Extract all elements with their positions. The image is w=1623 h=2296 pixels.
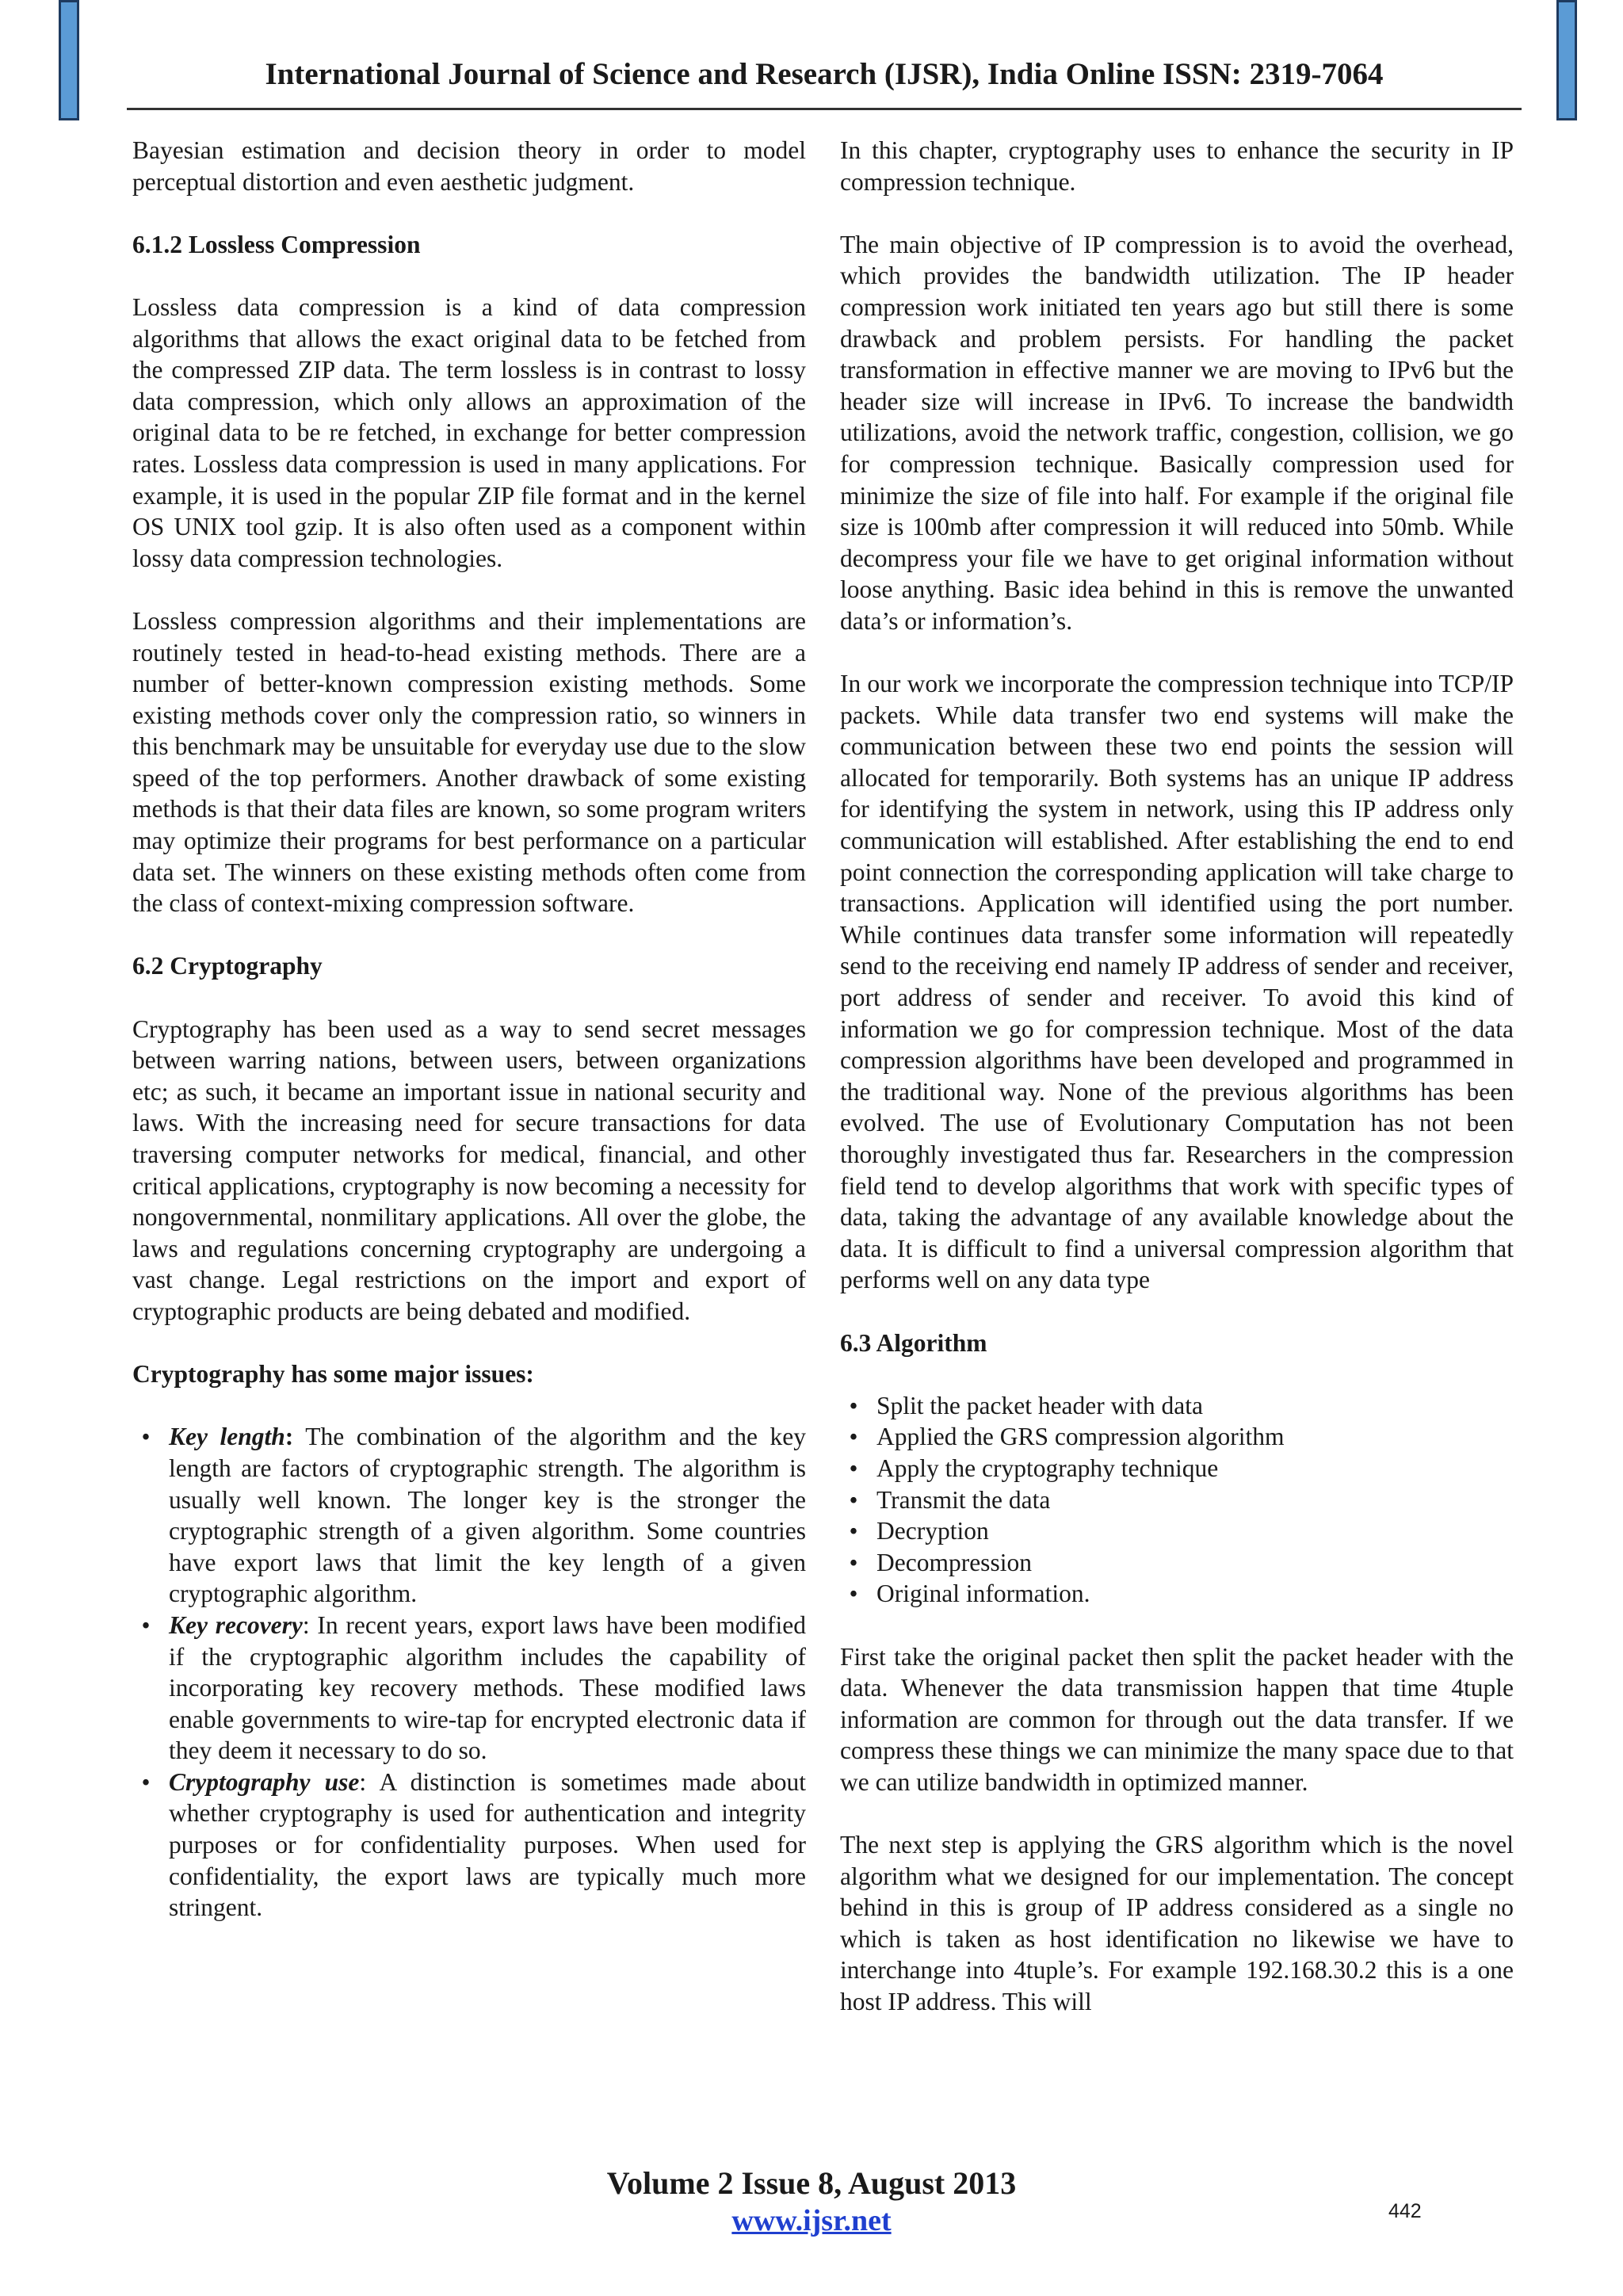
issue-separator: : <box>359 1767 367 1796</box>
volume-issue: Volume 2 Issue 8, August 2013 <box>606 2165 1017 2201</box>
tcp-ip-paragraph: In our work we incorporate the compression technique into TCP/IP packets. While data transfer two end systems will make the communication between these two end points the session will allocated for temporarily. Both systems has an unique IP address for identifying the system in network, using this IP address only communication will established. After establishing the end to end point connection the corresponding application will take charge to transactions. Application will identified using the port number. While continues data transfer some information will repeatedly send to the receiving end namely IP address of sender and receiver, port address of sender and receiver. To avoid this kind of information we go for compression technique. Most of the data compression algorithms have been developed and programmed in the traditional way. None of the previous algorithms has been evolved. The use of Evolutionary Computation has not been thoroughly investigated thus far. Researchers in the compression field tend to develop algorithms that work with specific types of data, taking the advantage of any available knowledge about the data. It is difficult to find a universal compression algorithm that performs well on any data type <box>840 670 1514 1294</box>
split-header-paragraph: First take the original packet then split the packet header with the data. Whenever the data transmission happen that time 4tuple information are common for through out the data transfer. If we compress these things we can minimize the many space due to that we can utilize bandwidth in optimized manner. <box>840 1642 1514 1796</box>
algorithm-step: • Decryption <box>840 1515 1514 1547</box>
bullet-icon: • <box>141 1767 151 1796</box>
header-divider <box>127 108 1522 110</box>
issues-list <box>132 1421 806 1924</box>
issue-separator: : <box>302 1610 310 1639</box>
chapter-intro-paragraph: In this chapter, cryptography uses to enhance the security in IP compression technique. <box>840 136 1514 196</box>
lossless-heading: 6.1.2 Lossless Compression <box>132 230 421 258</box>
issue-item <box>132 1767 806 1924</box>
issue-term: Cryptography use <box>169 1767 360 1796</box>
algorithm-step: • Original information. <box>840 1578 1514 1610</box>
issue-term: Key length <box>169 1423 285 1451</box>
cryptography-heading: 6.2 Cryptography <box>132 952 323 980</box>
lossless-paragraph-2: Lossless compression algorithms and their implementations are routinely tested in head-to-head existing methods. There are a number of better-known compression existing methods. Some existing methods cover only the compression ratio, so winners in this benchmark may be unsuitable for everyday use due to the slow speed of the top performers. Another drawback of some existing methods is that their data files are known, so some program writers may optimize their programs for best performance on a particular data set. The winners on these existing methods often come from the class of context-mixing compression software. <box>132 606 806 918</box>
bullet-icon: • <box>849 1423 858 1451</box>
issue-text: A distinction is sometimes made about whether cryptography is used for authentication and integrity purposes or for confidentiality purposes. When used for confidentiality, the export laws are typically much more stringent. <box>169 1767 806 1922</box>
algorithm-step: • Decompression <box>840 1547 1514 1579</box>
ip-compression-paragraph: The main objective of IP compression is to avoid the overhead, which provides the bandwidth utilization. The IP header compression work initiated ten years ago but still there is some drawback and problem persists. For handling the packet transformation in effective manner we are moving to IPv6 but the header size will increase in IPv6. To increase the bandwidth utilizations, avoid the network traffic, congestion, collision, we go for compression technique. Basically compression used for minimize the size of file into half. For example if the original file size is 100mb after compression it will reduced into 50mb. While decompress your file we have to get original information without loose anything. Basic idea behind in this is remove the unwanted data’s or information’s. <box>840 230 1514 635</box>
issue-separator: : <box>285 1423 294 1451</box>
cryptography-paragraph: Cryptography has been used as a way to send secret messages between warring nations, between users, between organizations etc; as such, it became an important issue in national security and laws. With the increasing need for secure transactions for data traversing computer networks for medical, financial, and other critical applications, cryptography is now becoming a necessity for nongovernmental, nonmilitary applications. All over the globe, the laws and regulations concerning cryptography are undergoing a vast change. Legal restrictions on the import and export of cryptographic products are being debated and modified. <box>132 1014 806 1325</box>
algorithm-step: • Apply the cryptography technique <box>840 1453 1514 1484</box>
left-header-bar <box>59 0 79 120</box>
algorithm-step: • Applied the GRS compression algorithm <box>840 1421 1514 1453</box>
bullet-icon: • <box>849 1517 858 1545</box>
bullet-icon: • <box>141 1610 151 1639</box>
issue-text: The combination of the algorithm and the key length are factors of cryptographic strength. The algorithm is usually well known. The longer key is the stronger the cryptographic strength of a given algorithm. Some countries have export laws that limit the key length of a given cryptographic algorithm. <box>169 1423 806 1608</box>
issue-term: Key recovery <box>169 1610 303 1639</box>
algorithm-heading: 6.3 Algorithm <box>840 1328 987 1357</box>
left-column <box>132 135 806 1954</box>
issue-item <box>132 1421 806 1610</box>
issues-heading: Cryptography has some major issues: <box>132 1360 534 1389</box>
bullet-icon: • <box>141 1423 151 1451</box>
lossless-paragraph-1: Lossless data compression is a kind of data compression algorithms that allows the exact original data to be fetched from the compressed ZIP data. The term lossless is in contrast to lossy data compression, which only allows an approximation of the original data to be re fetched, in exchange for better compression rates. Lossless data compression is used in many applications. For example, it is used in the popular ZIP file format and in the kernel OS UNIX tool gzip. It is also often used as a component within lossy data compression technologies. <box>132 292 806 572</box>
algorithm-step: • Split the packet header with data <box>840 1390 1514 1422</box>
journal-header: International Journal of Science and Research (IJSR), India Online ISSN: 2319-7064 <box>265 57 1384 91</box>
right-column <box>840 135 1514 2049</box>
bullet-icon: • <box>849 1454 858 1482</box>
grs-algorithm-paragraph: The next step is applying the GRS algorithm which is the novel algorithm what we designed for our implementation. The concept behind in this is group of IP address considered as a single no which is taken as host identification no likewise we have to interchange into 4tuple’s. For example 192.168.30.2 this is a one host IP address. This will <box>840 1831 1514 2016</box>
page-number: 442 <box>1388 2200 1422 2222</box>
issue-item <box>132 1610 806 1767</box>
bullet-icon: • <box>849 1580 858 1608</box>
algorithm-steps-list <box>840 1390 1514 1610</box>
right-header-bar <box>1556 0 1577 120</box>
algorithm-step: • Transmit the data <box>840 1484 1514 1516</box>
intro-paragraph: Bayesian estimation and decision theory in order to model perceptual distortion and even aesthetic judgment. <box>132 136 806 196</box>
bullet-icon: • <box>849 1485 858 1514</box>
bullet-icon: • <box>849 1391 858 1419</box>
issue-text: In recent years, export laws have been modified if the cryptographic algorithm includes the capability of incorporating key recovery methods. These modified laws enable governments to wire-tap for encrypted electronic data if they deem it necessary to do so. <box>169 1610 806 1765</box>
journal-website-link[interactable]: www.ijsr.net <box>731 2204 892 2237</box>
bullet-icon: • <box>849 1548 858 1576</box>
